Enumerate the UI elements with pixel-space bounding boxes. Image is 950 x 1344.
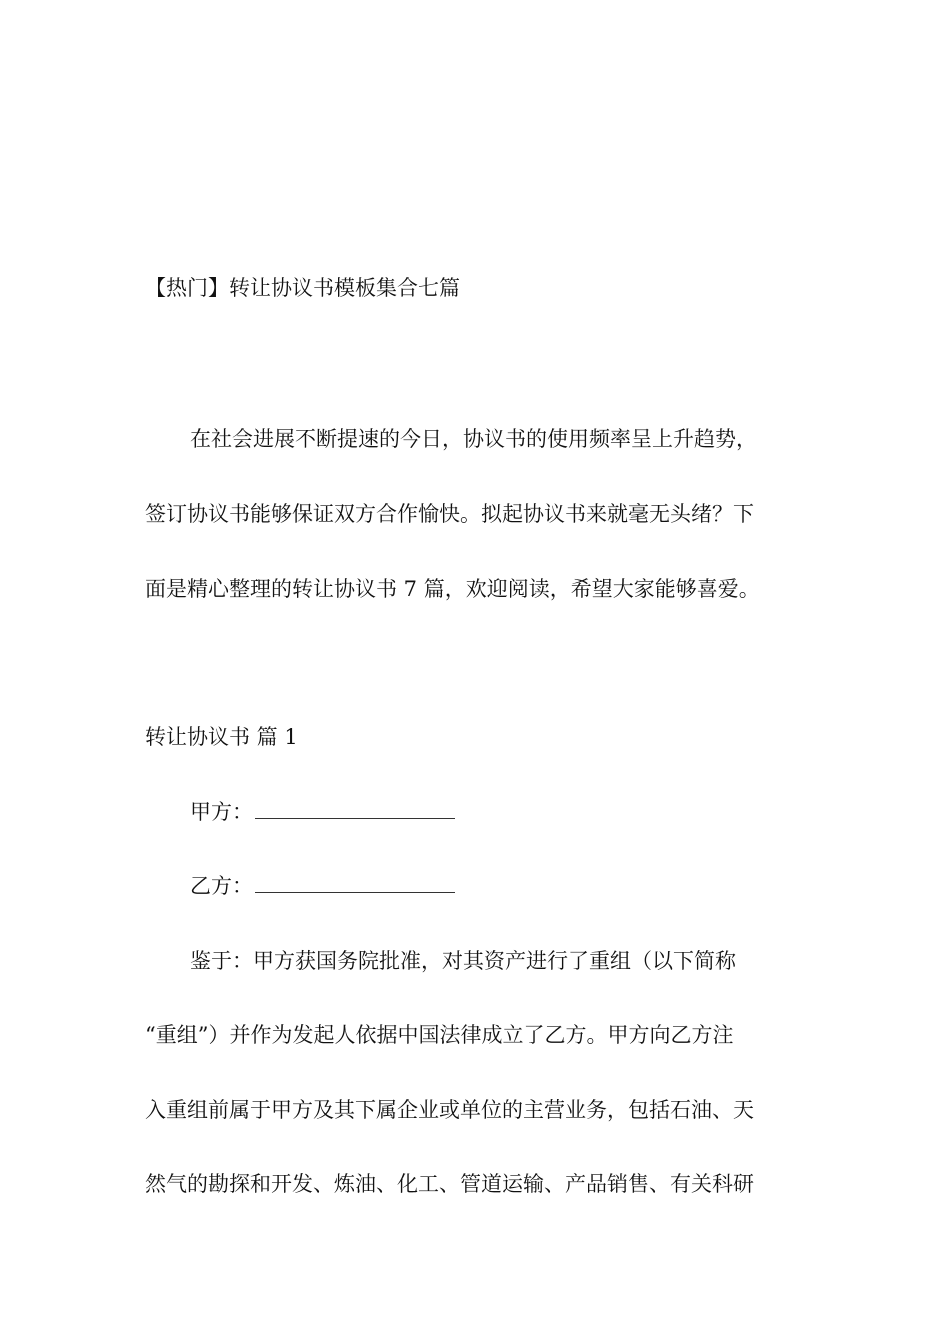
party-a-blank xyxy=(255,800,455,819)
body-line-3: 入重组前属于甲方及其下属企业或单位的主营业务，包括石油、天 xyxy=(145,1098,754,1122)
body-line-4: 然气的勘探和开发、炼油、化工、管道运输、产品销售、有关科研 xyxy=(145,1172,754,1196)
body-line-2: “重组”）并作为发起人依据中国法律成立了乙方。甲方向乙方注 xyxy=(145,1023,734,1047)
body-line-1: 鉴于：甲方获国务院批准，对其资产进行了重组（以下简称 xyxy=(190,949,736,973)
party-a-row xyxy=(190,798,455,826)
intro-line-1: 在社会进展不断提速的今日，协议书的使用频率呈上升趋势， xyxy=(190,427,757,451)
party-b-label: 乙方： xyxy=(190,874,253,898)
party-b-row xyxy=(190,872,455,900)
intro-line-3: 面是精心整理的转让协议书 7 篇，欢迎阅读，希望大家能够喜爱。 xyxy=(145,577,760,601)
document-title: 【热门】转让协议书模板集合七篇 xyxy=(145,276,460,300)
intro-line-2: 签订协议书能够保证双方合作愉快。拟起协议书来就毫无头绪？下 xyxy=(145,502,754,526)
party-b-blank xyxy=(255,874,455,893)
party-a-label: 甲方： xyxy=(190,800,253,824)
section-heading: 转让协议书 篇 1 xyxy=(145,725,298,749)
